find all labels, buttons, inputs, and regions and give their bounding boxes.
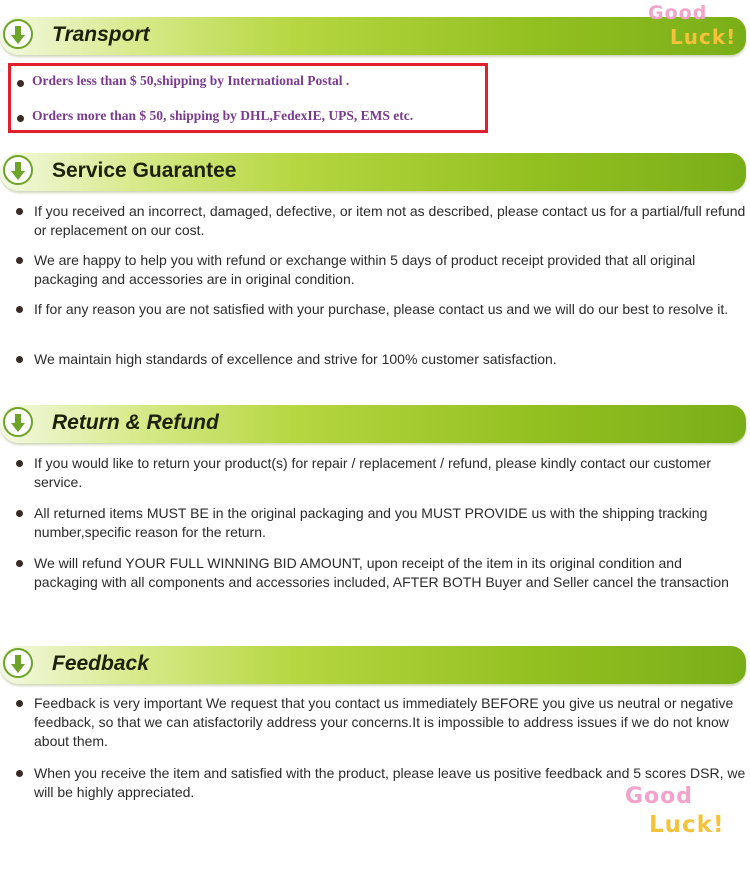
bullet-icon xyxy=(16,356,23,363)
good-luck-badge-bottom xyxy=(625,782,735,844)
refund-item-1: If you would like to return your product(s) for repair / replacement / refund, please kindly contact our customer service. xyxy=(34,455,711,490)
feedback-item-1: Feedback is very important We request that you contact us immediately BEFORE you give us neutral or negative feedback, so that we can atisfactorily address your concerns.It is impossible to address issues if we do not know about them. xyxy=(34,695,734,749)
good-luck-bottom-line1: Good xyxy=(625,784,694,809)
feedback-banner xyxy=(0,646,746,684)
transport-line-1: Orders less than $ 50,shipping by International Postal . xyxy=(32,73,350,88)
good-luck-bottom-line2: Luck! xyxy=(649,812,725,838)
bullet-icon xyxy=(16,770,23,777)
bullet-icon xyxy=(16,700,23,707)
service-item-2: We are happy to help you with refund or exchange within 5 days of product receipt provided that all original packaging and accessories are in original condition. xyxy=(34,252,696,287)
bullet-icon xyxy=(16,306,23,313)
service-guarantee-title: Service Guarantee xyxy=(52,159,237,182)
down-arrow-icon xyxy=(3,155,33,185)
feedback-item-2: When you receive the item and satisfied with the product, please leave us positive feedback and 5 scores DSR, we will be highly appreciated. xyxy=(34,765,746,800)
service-item-3: If for any reason you are not satisfied with your purchase, please contact us and we will do our best to resolve it. xyxy=(34,301,729,317)
feedback-title: Feedback xyxy=(52,652,149,675)
bullet-icon xyxy=(16,460,23,467)
good-luck-badge-top xyxy=(648,0,748,55)
good-luck-top-line2: Luck! xyxy=(670,25,737,49)
down-arrow-icon xyxy=(3,407,33,437)
return-refund-title: Return & Refund xyxy=(52,411,219,434)
service-guarantee-banner xyxy=(0,153,746,191)
transport-title: Transport xyxy=(52,23,150,46)
return-refund-banner xyxy=(0,405,746,443)
refund-item-3: We will refund YOUR FULL WINNING BID AMOUNT, upon receipt of the item in its original condition and packaging with all components and accessories included, AFTER BOTH Buyer and Seller cancel the transaction xyxy=(34,555,729,590)
service-item-1: If you received an incorrect, damaged, defective, or item not as described, please contact us for a partial/full refund or replacement on our cost. xyxy=(34,203,746,238)
transport-banner xyxy=(0,17,746,55)
bullet-icon xyxy=(16,257,23,264)
service-item-4: We maintain high standards of excellence and strive for 100% customer satisfaction. xyxy=(34,351,557,367)
bullet-icon xyxy=(17,80,24,87)
refund-item-2: All returned items MUST BE in the original packaging and you MUST PROVIDE us with the shipping tracking number,specific reason for the return. xyxy=(34,505,708,540)
down-arrow-icon xyxy=(3,648,33,678)
good-luck-top-line1: Good xyxy=(648,2,708,24)
bullet-icon xyxy=(17,115,24,122)
bullet-icon xyxy=(16,560,23,567)
transport-line-2: Orders more than $ 50, shipping by DHL,FedexIE, UPS, EMS etc. xyxy=(32,108,414,123)
bullet-icon xyxy=(16,510,23,517)
bullet-icon xyxy=(16,208,23,215)
down-arrow-icon xyxy=(3,19,33,49)
